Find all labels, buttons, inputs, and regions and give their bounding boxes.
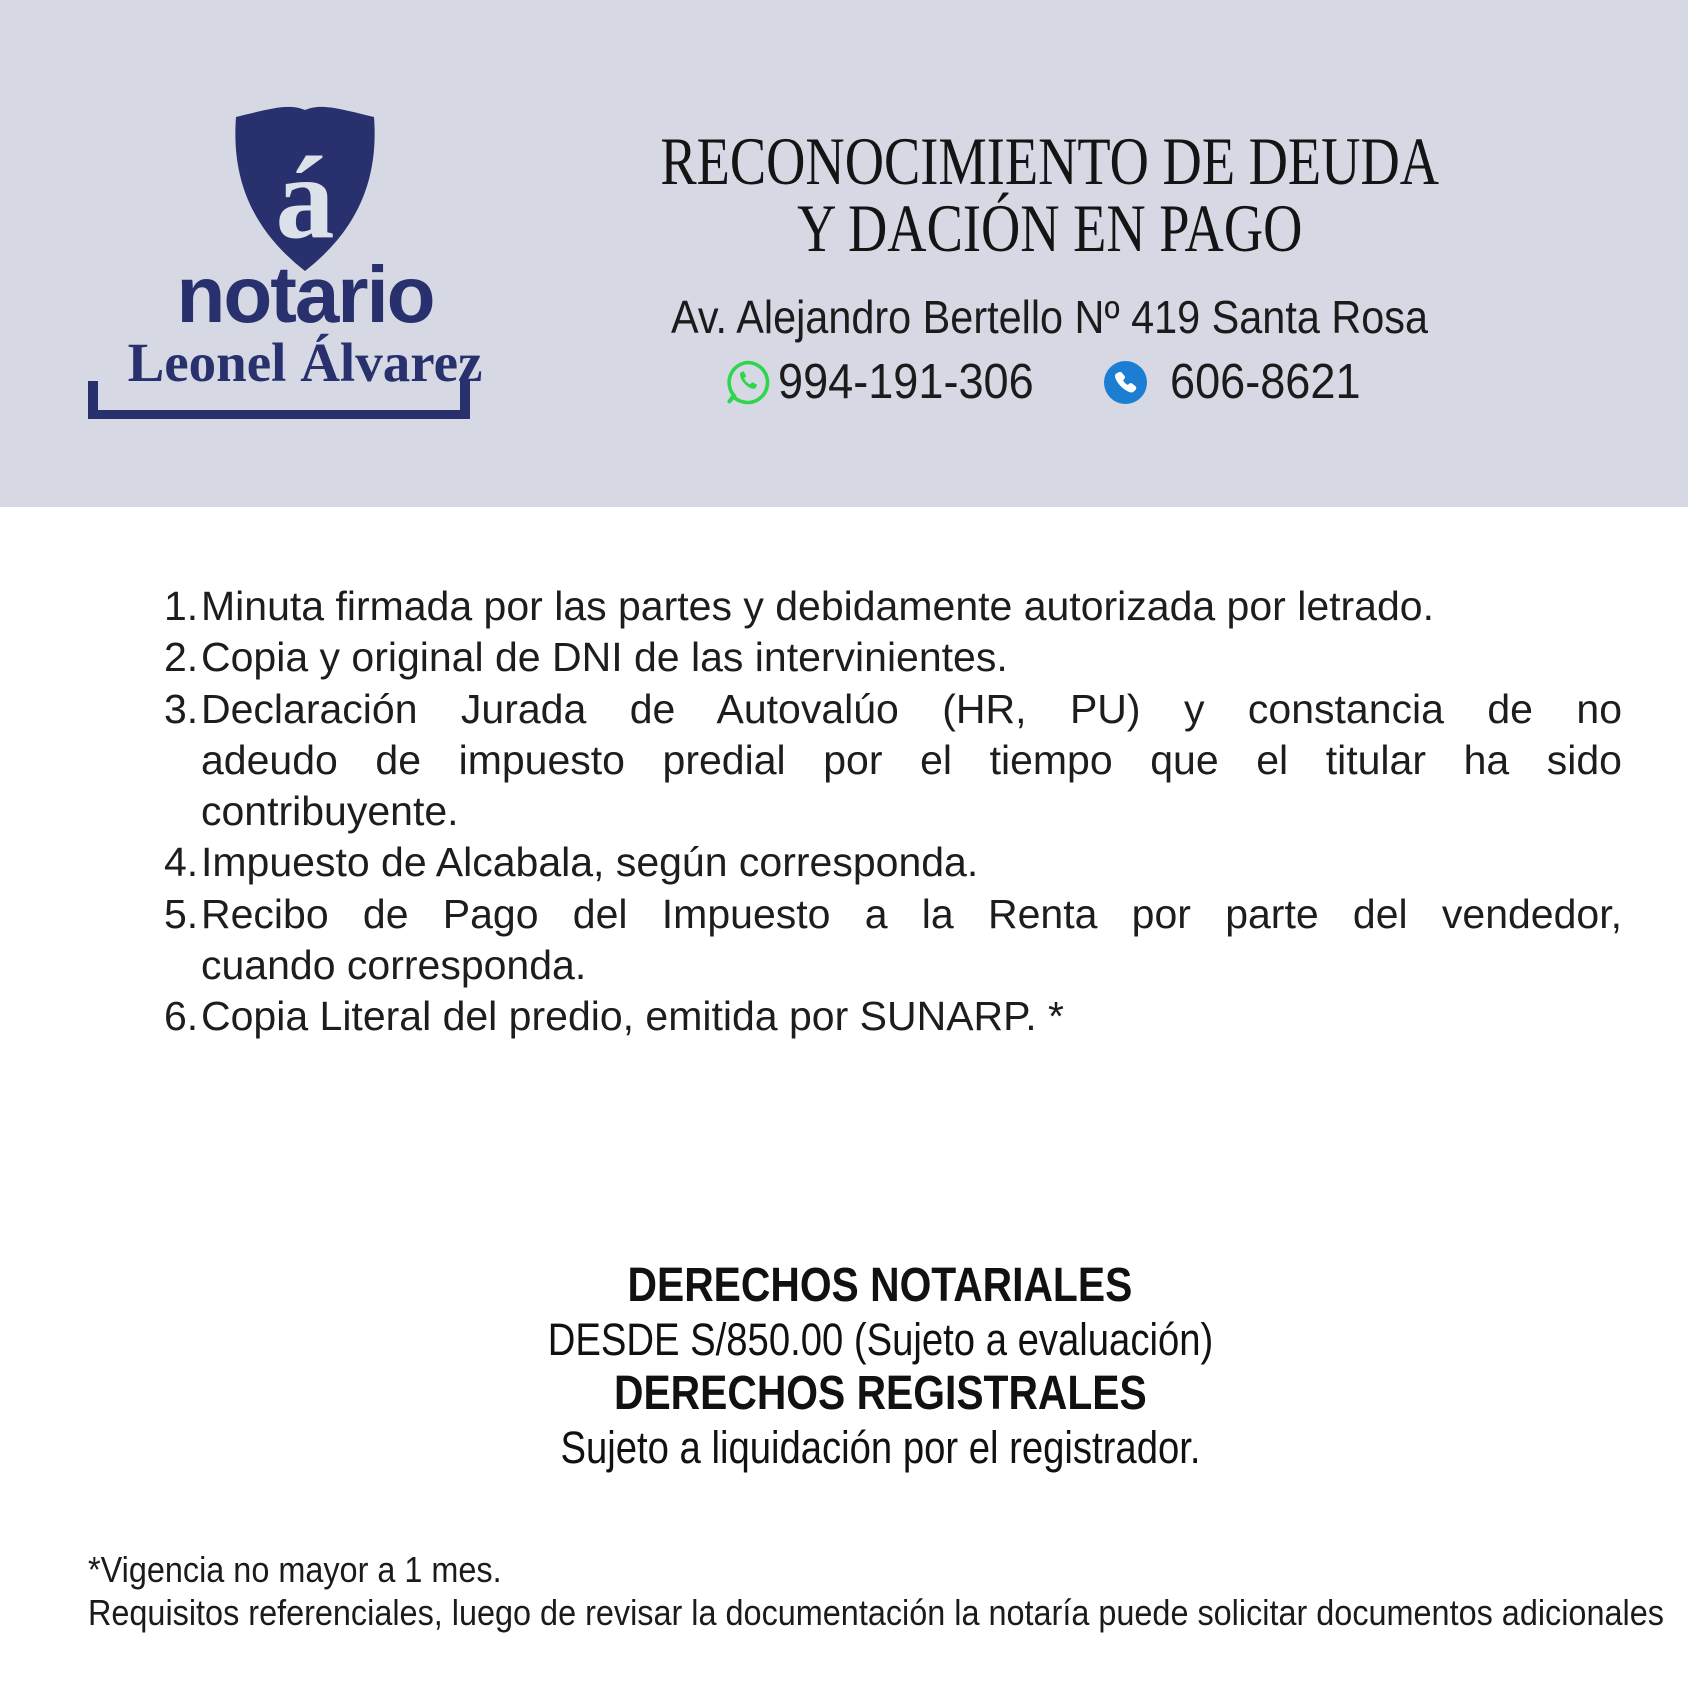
list-item-text: contribuyente. [201,788,459,835]
notarial-fees-heading [72,1259,1688,1313]
list-item-text: adeudo de impuesto predial por el tiempo que el titular ha sido [201,736,1622,783]
shield-letter: á [275,132,335,263]
list-item-text: Impuesto de Alcabala, según corresponda. [201,839,979,886]
list-item-number: 3. [164,685,199,732]
list-item [164,889,1622,992]
contact-row [540,354,1560,410]
footnote-disclaimer-text: Requisitos referenciales, luego de revisar la documentación la notaría puede solicitar documentos adicionales [88,1592,1664,1633]
list-item [164,991,1622,1042]
list-item [164,581,1622,632]
requirements-list [164,581,1622,1043]
list-item-number: 1. [164,583,199,629]
fees-section [0,1259,1688,1475]
document-title-text-2: Y DACIÓN EN PAGO [797,190,1303,266]
list-item [164,684,1622,838]
address-text: Av. Alejandro Bertello Nº 419 Santa Rosa [671,291,1429,343]
registral-fees-heading-text: DERECHOS REGISTRALES [613,1367,1147,1420]
whatsapp-icon [723,358,772,407]
list-item-number: 5. [164,890,199,937]
registral-fees-detail [72,1421,1688,1475]
phone-icon [1103,360,1148,405]
notarial-fees-heading-text: DERECHOS NOTARIALES [627,1259,1133,1312]
list-item-number: 2. [164,634,199,681]
list-item [164,837,1622,888]
brand-text: notario [176,250,434,339]
notary-logo [90,0,520,507]
list-item-text: cuando corresponda. [201,942,587,989]
notarial-fees-detail [72,1313,1688,1367]
document-title-line-2 [540,190,1560,266]
list-item-text: Minuta firmada por las partes y debidamente autorizada por letrado. [201,583,1434,629]
footnote-validity-text: *Vigencia no mayor a 1 mes. [88,1549,502,1590]
list-item-number: 6. [164,993,199,1040]
name-bracket-decoration [88,381,470,419]
list-item [164,632,1622,683]
footnotes [88,1548,1668,1634]
registral-fees-heading [72,1367,1688,1421]
footnote-validity [88,1548,1668,1591]
document-title-line-1 [540,123,1560,199]
registral-fees-detail-text: Sujeto a liquidación por el registrador. [559,1422,1201,1473]
phone-number: 606-8621 [1170,355,1361,409]
footnote-disclaimer [88,1591,1668,1634]
list-item-text: Copia y original de DNI de las intervinientes. [201,634,1008,681]
list-item-text: Copia Literal del predio, emitida por SUNARP. * [201,993,1064,1040]
header [0,0,1688,507]
notary-shield-logo [222,101,388,275]
header-content [540,123,1560,410]
notarial-fees-detail-text: DESDE S/850.00 (Sujeto a evaluación) [547,1314,1213,1365]
list-item-text: Recibo de Pago del Impuesto a la Renta por parte del vendedor, [201,890,1622,937]
list-item-text: Declaración Jurada de Autovalúo (HR, PU) y constancia de no [201,685,1622,732]
list-item-number: 4. [164,839,199,886]
whatsapp-number: 994-191-306 [777,355,1034,409]
document-title-text-1: RECONOCIMIENTO DE DEUDA [660,123,1440,199]
notary-name: Leonel Álvarez [127,332,483,393]
address-line [540,289,1560,345]
